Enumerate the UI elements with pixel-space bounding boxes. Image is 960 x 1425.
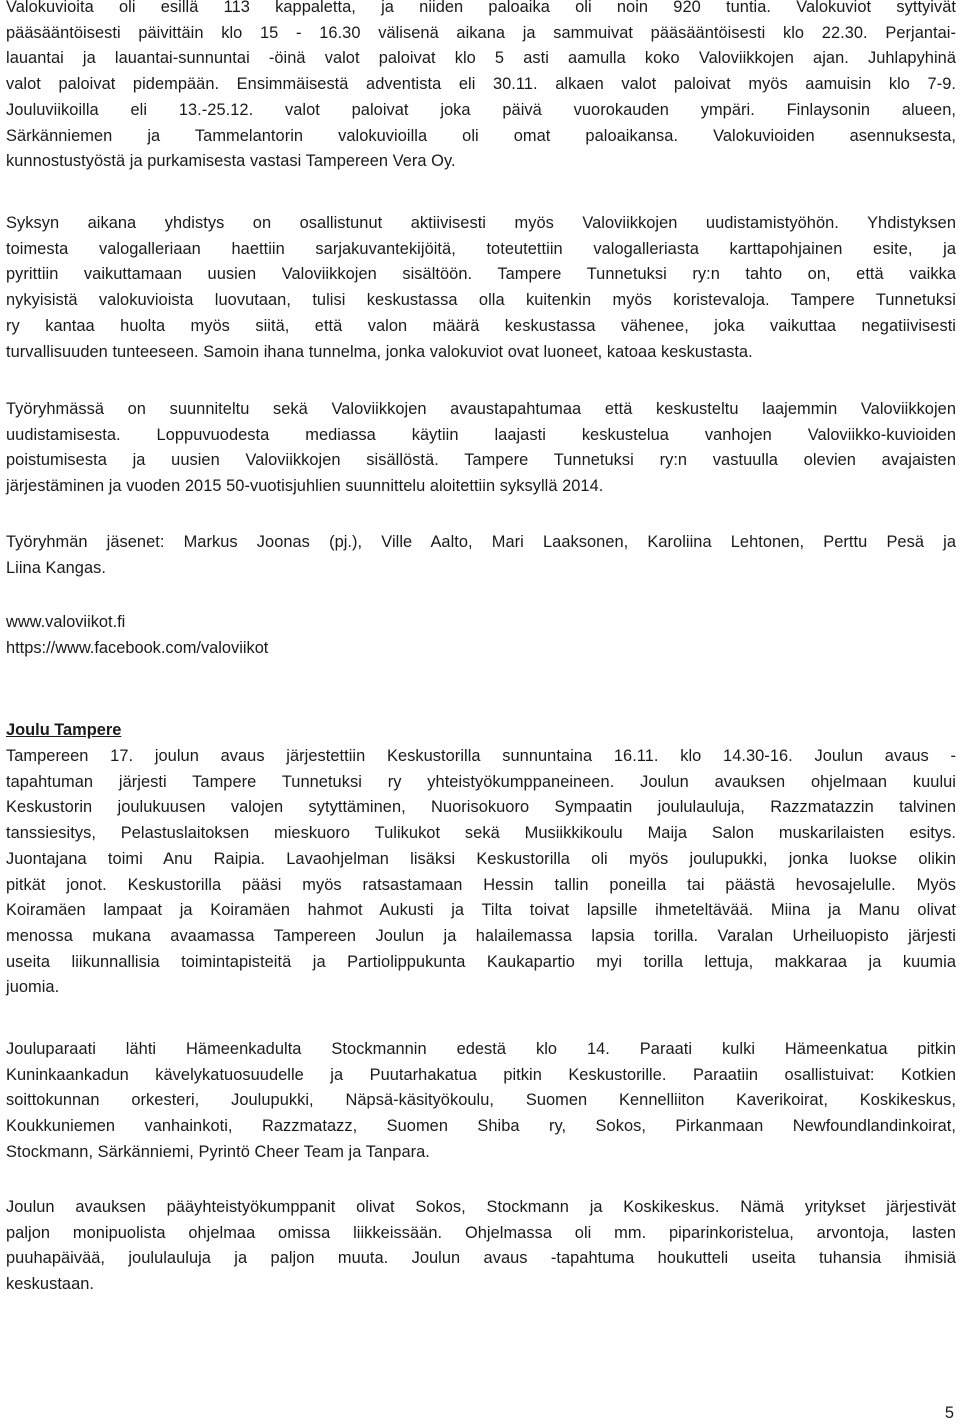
text-line: Koiramäen lampaat ja Koiramäen hahmot Aukusti ja Tilta toivat lapsille ihmeteltävää. Miina ja Manu olivat <box>6 901 956 920</box>
paragraph-text <box>6 0 956 175</box>
text-line: pitkät jonot. Keskustorilla pääsi myös ratsastamaan Hessin tallin poneilla tai päästä hevosajelulle. Myös <box>6 875 956 894</box>
text-line: Valokuvioita oli esillä 113 kappaletta, ja niiden paloaika oli noin 920 tuntia. Valokuviot syttyivät <box>6 0 956 16</box>
links-block <box>6 610 956 661</box>
text-line: Kuninkaankadun kävelykatuosuudelle ja Puutarhakatua pitkin Keskustorille. Paraatiin osallistuivat: Kotkien <box>6 1065 956 1084</box>
text-line: Joulun avauksen pääyhteistyökumppanit olivat Sokos, Stockmann ja Koskikeskus. Nämä yritykset järjestivät <box>6 1198 956 1216</box>
paragraph-text <box>6 1195 956 1298</box>
paragraph-text <box>6 211 956 365</box>
text-line: Juontajana toimi Anu Raipia. Lavaohjelman lisäksi Keskustorilla oli myös joulupukki, jonka luokse olikin <box>6 849 956 868</box>
paragraph-text <box>6 1037 956 1166</box>
text-line: Tampereen 17. joulun avaus järjestettiin Keskustorilla sunnuntaina 16.11. klo 14.30-16. Joulun avaus - <box>6 747 956 765</box>
text-line: menossa mukana avaamassa Tampereen Joulun ja halailemassa lapsia torilla. Varalan Urheiluopisto järjesti <box>6 926 956 945</box>
paragraph-yhteistyokumppanit <box>6 1195 956 1298</box>
text-line: kunnostustyöstä ja purkamisesta vastasi Tampereen Vera Oy. <box>6 152 456 171</box>
heading-joulu-tampere: Joulu Tampere <box>6 721 122 739</box>
text-line: valot paloivat pidempään. Ensimmäisestä adventista eli 30.11. alkaen valot paloivat myös aamuisin klo 7-9. <box>6 75 956 94</box>
website-link[interactable]: www.valoviikot.fi <box>6 613 126 631</box>
text-line: lauantai ja lauantai-sunnuntai -öinä valot paloivat klo 5 asti aamulla koko Valoviikkojen ajan. Juhlapyhinä <box>6 49 956 68</box>
text-line: Koukkuniemen vanhainkoti, Razzmatazz, Suomen Shiba ry, Sokos, Pirkanmaan Newfoundlandinkoirat, <box>6 1117 956 1136</box>
text-line: Keskustorin joulukuusen valojen sytyttäminen, Nuorisokuoro Sympaatin joululauluja, Razzmatazzin talvinen <box>6 798 956 817</box>
text-line: Työryhmässä on suunniteltu sekä Valoviikkojen avaustapahtumaa että keskusteltu laajemmin Valoviikkojen <box>6 400 956 418</box>
paragraph-joulun-avaus <box>6 744 956 1001</box>
paragraph-text <box>6 530 956 581</box>
text-line: Syksyn aikana yhdistys on osallistunut aktiivisesti myös Valoviikkojen uudistamistyöhön. Yhdistyksen <box>6 214 956 232</box>
facebook-link[interactable]: https://www.facebook.com/valoviikot <box>6 638 269 657</box>
text-line: turvallisuuden tunteeseen. Samoin ihana tunnelma, jonka valokuviot ovat luoneet, katoaa keskustasta. <box>6 342 753 361</box>
text-line: tapahtuman järjesti Tampere Tunnetuksi ry yhteistyökumppaneineen. Joulun avauksen ohjelmaan kuului <box>6 772 956 791</box>
page-number: 5 <box>944 1404 954 1422</box>
text-line: pääsääntöisesti päivittäin klo 15 - 16.30 välisenä aikana ja sammuivat pääsääntöisesti klo 22.30. Perjantai- <box>6 23 956 42</box>
text-line: Liina Kangas. <box>6 558 106 577</box>
paragraph-jasenet <box>6 530 956 581</box>
text-line: uudistamisesta. Loppuvuodesta mediassa käytiin laajasti keskustelua vanhojen Valoviikko-kuvioiden <box>6 425 956 444</box>
text-line: nykyisistä valokuvioista luovutaan, tulisi keskustassa olla kuitenkin myös koristevaloja. Tampere Tunnetuksi <box>6 291 956 310</box>
text-line: toimesta valogalleriaan haettiin sarjakuvantekijöitä, toteutettiin valogalleriasta karttapohjainen esite, ja <box>6 239 956 258</box>
text-line: soittokunnan orkesteri, Joulupukki, Näpsä-käsityökoulu, Suomen Kennelliiton Kaverikoirat, Koskikeskus, <box>6 1091 956 1110</box>
paragraph-jouluparaati <box>6 1037 956 1166</box>
text-line: paljon monipuolista ohjelmaa omissa liikkeissään. Ohjelmassa oli mm. piparinkoristelua, arvontoja, lasten <box>6 1223 956 1242</box>
text-line: Työryhmän jäsenet: Markus Joonas (pj.), Ville Aalto, Mari Laaksonen, Karoliina Lehtonen, Perttu Pesä ja <box>6 533 956 551</box>
paragraph-text <box>6 397 956 500</box>
paragraph-valokuviot <box>6 0 956 175</box>
text-line: ry kantaa huolta myös siitä, että valon määrä keskustassa vähenee, joka vaikuttaa negatiivisesti <box>6 316 956 335</box>
text-line: keskustaan. <box>6 1275 95 1294</box>
paragraph-tyoryhma <box>6 397 956 500</box>
section-heading <box>6 718 956 744</box>
text-line: Särkänniemen ja Tammelantorin valokuvioilla oli omat paloaikansa. Valokuvioiden asennuksesta, <box>6 126 956 145</box>
text-line: pyrittiin vaikuttamaan uusien Valoviikkojen sisältöön. Tampere Tunnetuksi ry:n tahto on, että vaikka <box>6 265 956 284</box>
text-line: tanssiesitys, Pelastuslaitoksen mieskuoro Tulikukot sekä Musiikkikoulu Maija Salon muskarilaisten esitys. <box>6 824 956 843</box>
text-line: useita liikunnallisia toimintapisteitä ja Partiolippukunta Kaukapartio myi torilla lettuja, makkaraa ja kuumia <box>6 952 956 971</box>
text-line: Jouluviikoilla eli 13.-25.12. valot paloivat joka päivä vuorokauden ympäri. Finlaysonin alueen, <box>6 100 956 119</box>
text-line: Stockmann, Särkänniemi, Pyrintö Cheer Team ja Tanpara. <box>6 1142 430 1161</box>
text-line: Jouluparaati lähti Hämeenkadulta Stockmannin edestä klo 14. Paraati kulki Hämeenkatua pitkin <box>6 1040 956 1058</box>
text-line: puuhapäivää, joululauluja ja paljon muuta. Joulun avaus -tapahtuma houkutteli useita tuhansia ihmisiä <box>6 1249 956 1268</box>
text-line: juomia. <box>6 978 60 997</box>
paragraph-uudistamistyo <box>6 211 956 365</box>
paragraph-text <box>6 744 956 1001</box>
text-line: poistumisesta ja uusien Valoviikkojen sisällöstä. Tampere Tunnetuksi ry:n vastuulla olevien avajaisten <box>6 451 956 470</box>
text-line: järjestäminen ja vuoden 2015 50-vuotisjuhlien suunnittelu aloitettiin syksyllä 2014. <box>6 477 604 496</box>
